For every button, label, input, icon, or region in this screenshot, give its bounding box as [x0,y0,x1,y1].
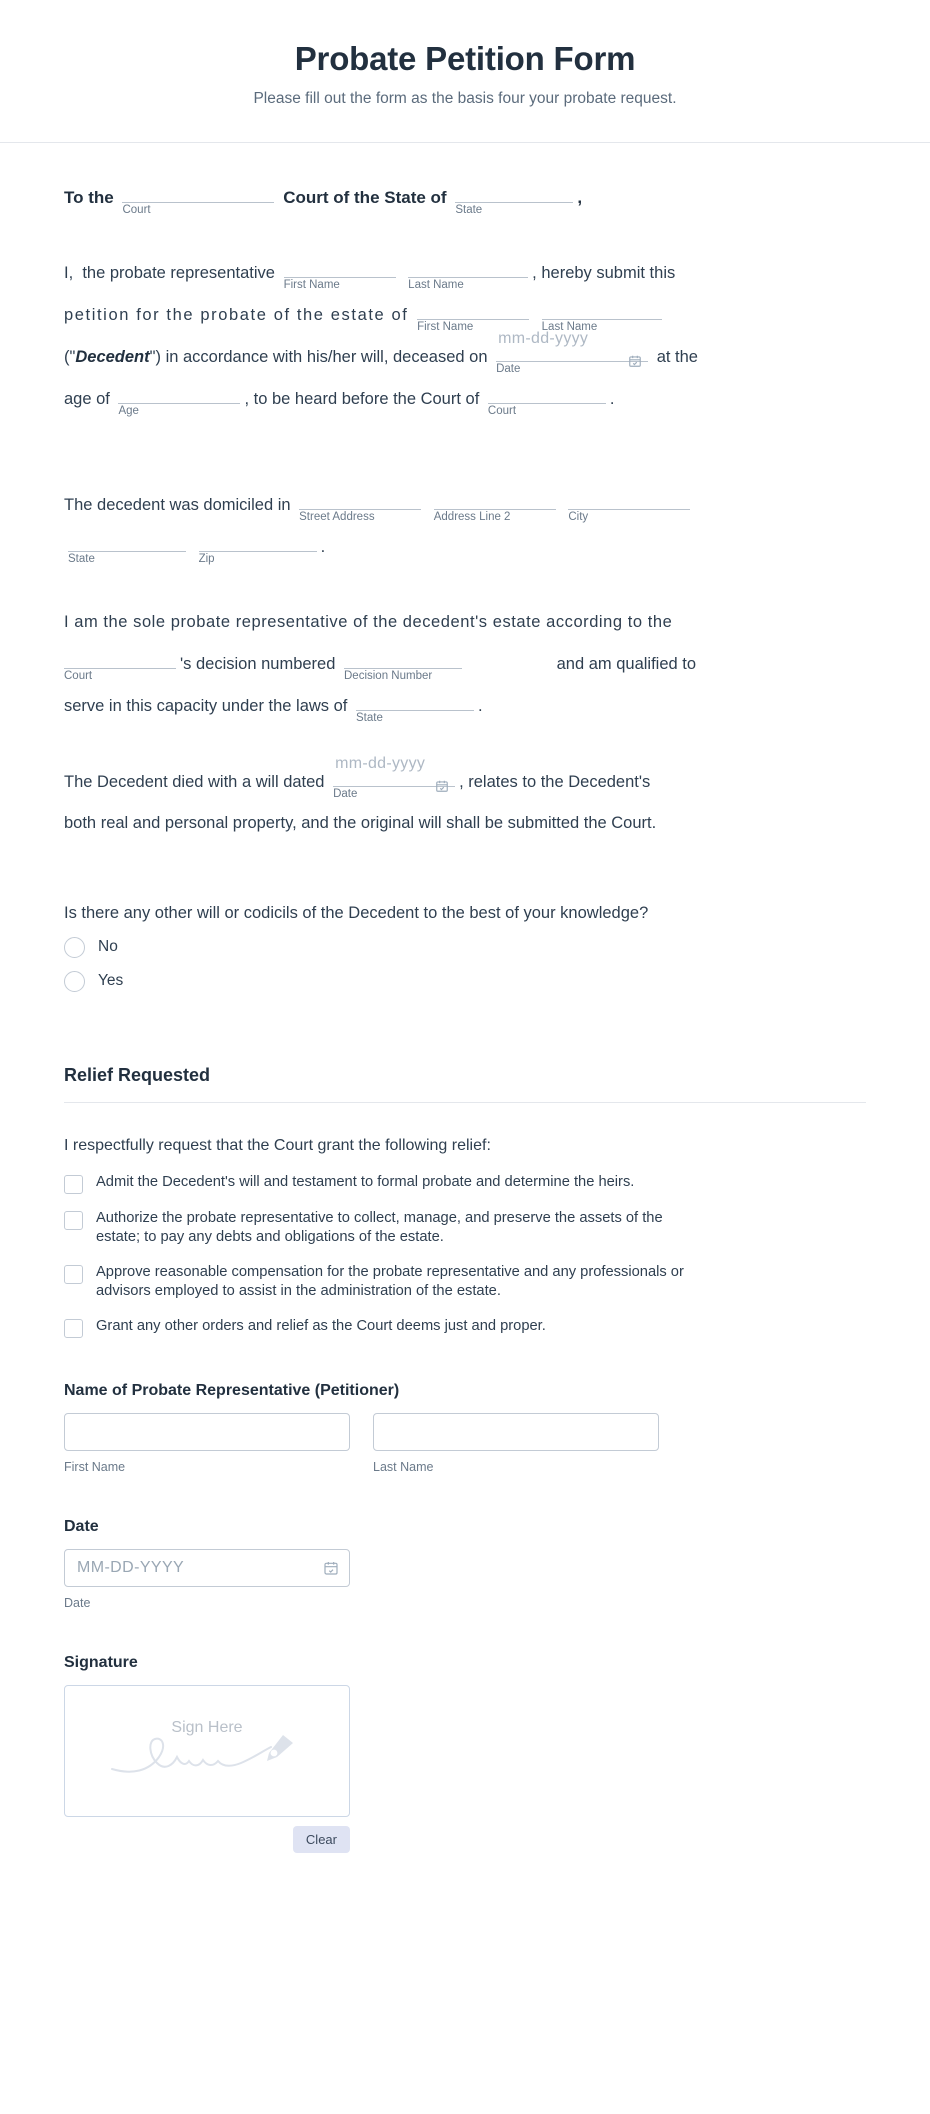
form-header [0,0,930,143]
petitioner-name-inputs [64,1413,866,1474]
petitioner-last-name-wrap [373,1413,659,1474]
laws-state-caption: State [356,711,383,724]
sole-rep-text-2: 's decision numbered [180,654,336,673]
petitioner-first-name-caption: First Name [64,1459,126,1474]
relief-requested-section [64,1065,866,1338]
death-date-caption: Date [496,362,521,375]
relief-intro-text: I respectfully request that the Court grant the following relief: [64,1136,491,1154]
radio-label-no: No [98,938,118,956]
zip-field[interactable] [198,526,317,565]
rep-last-name-field[interactable] [408,252,528,291]
address-line-2-caption: Address Line 2 [433,510,511,523]
petition-text-4: petition for the probate of the estate of [64,305,409,324]
date-field-label: Date [64,1517,99,1535]
petition-text-5: ") in accordance with his/her will, deceased on [149,347,488,366]
spacer-5 [64,1005,866,1065]
date-input[interactable] [64,1549,350,1587]
petition-text-6: at the [656,347,698,366]
domicile-paragraph [64,484,866,568]
checkbox-icon[interactable] [64,1211,83,1230]
petitioner-first-name-input[interactable] [64,1413,350,1451]
domicile-period: . [320,537,326,556]
spacer-3 [64,727,866,761]
sole-rep-text-4: serve in this capacity under the laws of [64,696,348,715]
zip-caption: Zip [198,552,215,565]
will-date-placeholder: mm-dd-yyyy [335,754,426,772]
court-name-field[interactable] [122,177,274,216]
signature-pad-hint: Sign Here [171,1718,243,1736]
rep-first-name-field[interactable] [283,252,396,291]
relief-section-heading: Relief Requested [64,1064,211,1085]
intro-text-court-of-state: Court of the State of [283,187,447,207]
checkbox-icon[interactable] [64,1319,83,1338]
relief-checkbox-label-4: Grant any other orders and relief as the Court deems just and proper. [96,1317,546,1334]
petition-text-2: the probate representative [82,263,275,282]
will-text-2: , relates to the Decedent's [459,772,651,791]
decedent-term: Decedent [75,347,150,366]
age-field[interactable] [118,378,240,417]
checkbox-icon[interactable] [64,1265,83,1284]
state-name-field[interactable] [455,177,573,216]
city-caption: City [568,510,589,523]
domicile-state-field[interactable] [68,526,186,565]
signature-field-group [64,1654,866,1853]
date-input-wrap [64,1549,350,1587]
radio-option-yes[interactable] [64,971,866,992]
death-date-placeholder: mm-dd-yyyy [498,329,589,347]
spacer-1 [64,450,866,484]
hearing-court-caption: Court [487,404,517,417]
sole-rep-text-1: I am the sole probate representative of the decedent's estate according to the [64,612,673,631]
petitioner-name-label: Name of Probate Representative (Petitioner) [64,1381,400,1399]
intro-comma: , [577,187,583,207]
decedent-last-name-caption: Last Name [541,320,598,333]
checkbox-icon[interactable] [64,1175,83,1194]
sole-rep-text-3: and am qualified to [556,654,697,673]
relief-checkbox-row-1[interactable] [64,1173,866,1194]
petition-text-1: I, [64,263,74,282]
spacer-2 [64,568,866,602]
page-title: Probate Petition Form [294,40,636,77]
calendar-icon[interactable] [435,768,449,782]
spacer-4 [64,844,866,904]
laws-state-field[interactable] [356,685,474,724]
section-divider [64,1102,866,1103]
decedent-first-name-caption: First Name [417,320,474,333]
signature-field-label: Signature [64,1653,138,1671]
decision-number-caption: Decision Number [344,669,433,682]
relief-checkbox-row-3[interactable] [64,1263,866,1302]
city-field[interactable] [568,484,690,523]
signature-pad[interactable] [64,1685,350,1817]
petition-paragraph [64,252,866,420]
signature-clear-row [64,1826,350,1853]
decedent-first-name-field[interactable] [417,294,529,333]
age-caption: Age [118,404,139,417]
will-date-caption: Date [333,787,358,800]
hearing-court-field[interactable] [487,378,606,417]
signature-pad-hint-wrap [65,1719,349,1783]
street-address-caption: Street Address [299,510,375,523]
petitioner-last-name-caption: Last Name [373,1459,434,1474]
radio-circle-icon[interactable] [64,937,85,958]
court-name-caption: Court [122,203,151,216]
rep-first-name-caption: First Name [283,278,340,291]
petition-text-8: , to be heard before the Court of [244,389,480,408]
relief-checkbox-label-3: Approve reasonable compensation for the probate representative and any professionals or advisors employed to assist in the administration of the estate. [96,1263,684,1300]
page-subtitle: Please fill out the form as the basis four your probate request. [253,89,677,107]
will-paragraph [64,754,866,844]
address-line-2-field[interactable] [433,484,556,523]
will-text-1: The Decedent died with a will dated [64,772,325,791]
signature-clear-button[interactable]: Clear [293,1826,350,1853]
intro-text-to-the: To the [64,187,114,207]
death-date-field[interactable] [496,329,648,375]
decision-court-field[interactable] [64,643,176,682]
decision-number-field[interactable] [344,643,462,682]
sole-representative-paragraph [64,602,866,727]
form-body [0,143,930,1893]
will-text-3: both real and personal property, and the original will shall be submitted the Court. [64,813,657,832]
relief-checkbox-label-1: Admit the Decedent's will and testament to formal probate and determine the heirs. [96,1173,635,1190]
sole-rep-period: . [478,696,483,715]
state-name-caption: State [455,203,483,216]
petition-text-9: . [609,389,615,408]
decision-court-caption: Court [64,669,93,682]
petitioner-first-name-wrap [64,1413,350,1474]
petitioner-name-group [64,1382,866,1474]
petition-text-3: , hereby submit this [532,263,676,282]
domicile-state-caption: State [68,552,95,565]
date-field-caption: Date [64,1595,91,1610]
relief-checkbox-row-2[interactable] [64,1209,866,1248]
intro-court-line [64,177,866,218]
radio-circle-icon[interactable] [64,971,85,992]
codicil-question-group [64,904,866,992]
domicile-text-1: The decedent was domiciled in [64,495,291,514]
petitioner-last-name-input[interactable] [373,1413,659,1451]
codicil-question-label: Is there any other will or codicils of the Decedent to the best of your knowledge? [64,903,649,922]
street-address-field[interactable] [299,484,421,523]
calendar-icon[interactable] [628,343,642,357]
rep-last-name-caption: Last Name [408,278,464,291]
decedent-last-name-field[interactable] [541,294,662,333]
radio-label-yes: Yes [98,972,124,990]
will-date-field[interactable] [333,754,455,800]
relief-checkbox-row-4[interactable] [64,1317,866,1338]
date-field-group [64,1518,866,1610]
petition-text-7: age of [64,389,110,408]
relief-checkbox-label-2: Authorize the probate representative to collect, manage, and preserve the assets of the estate; to pay any debts and obligations of the estate. [96,1209,663,1246]
petition-quote-open: (" [64,347,76,366]
radio-option-no[interactable] [64,937,866,958]
